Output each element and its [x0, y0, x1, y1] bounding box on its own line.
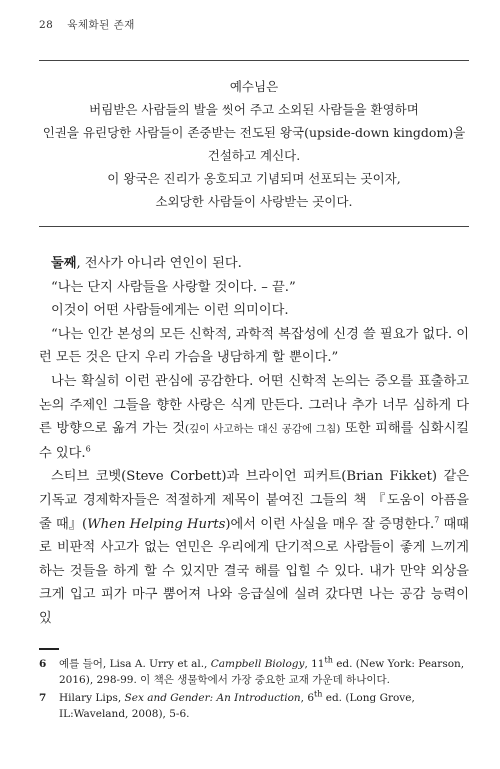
footnote — [39, 656, 469, 688]
pull-quote — [39, 75, 469, 213]
footnote-rule — [39, 648, 59, 650]
parenthetical-note: (깊이 사고하는 대신 공감에 그침) — [185, 423, 341, 436]
quote-line: 인권을 유린당한 사람들이 존중받는 전도된 왕국(upside-down kingdom)을 — [42, 125, 466, 140]
footnote-text: 예를 들어, Lisa A. Urry et al., Campbell Biology, 11th ed. (New York: Pearson, 2016), 298-99. 이 책은 생물학에서 가장 중요한 교재 가운데 하나이다. — [59, 655, 465, 686]
footnote-number: 7 — [39, 692, 47, 704]
quote-bottom-rule — [39, 226, 469, 227]
paragraph: “나는 단지 사람들을 사랑할 것이다. – 끝.” — [51, 279, 296, 295]
footnote-ref[interactable]: 7 — [434, 515, 440, 525]
paragraph: 나는 확실히 이런 관심에 공감한다. 어떤 신학적 논의는 증오를 표출하고 논의 주제인 그들을 향한 사랑은 식게 만든다. 그러나 추가 너무 심하게 다른 방향으로 옮겨 가는 것(깊이 사고하는 대신 공감에 그침) 또한 피해를 심화시킬 수 있다.$^6$ — [39, 373, 469, 461]
paragraph: 둘째, 전사가 아니라 연인이 된다. — [51, 256, 242, 271]
paragraph: 이것이 어떤 사람들에게는 이런 의미이다. — [51, 303, 289, 319]
footnote — [39, 690, 469, 722]
paragraph: “나는 인간 본성의 모든 신학적, 과학적 복잡성에 신경 쓸 필요가 없다. 이런 모든 것은 단지 우리 가슴을 냉담하게 할 뿐이다.” — [39, 326, 469, 366]
footnote-number: 6 — [39, 658, 47, 670]
running-title: 육체화된 존재 — [67, 19, 135, 31]
quote-line: 이 왕국은 진리가 옹호되고 기념되며 선포되는 곳이자, — [107, 171, 401, 186]
footnote-ref[interactable]: 6 — [85, 444, 91, 454]
bold-lead: 둘째 — [51, 256, 77, 271]
quote-line: 건설하고 계신다. — [207, 148, 301, 163]
quote-top-rule — [39, 60, 469, 61]
body-text — [39, 252, 469, 631]
quote-line: 버림받은 사람들의 발을 씻어 주고 소외된 사람들을 환영하며 — [89, 102, 419, 117]
book-title: When Helping Hurts — [87, 516, 226, 532]
quote-line: 예수님은 — [229, 79, 279, 94]
paragraph: 스티브 코벳(Steve Corbett)과 브라이언 피커트(Brian Fikket) 같은 기독교 경제학자들은 적절하게 제목이 붙여진 그들의 책 『도움이 아픔을 줄 때』(When Helping Hurts)에서 이런 사실을 매우 잘 증명한다.$^7$ 때때로 비판적 사고가 없는 연민은 우리에게 단기적으로 사람들이 좋게 느끼게 하는 것들을 하게 할 수 있지만 결국 해를 입힐 수 있다. 내가 만약 외상을 크게 입고 피가 마구 뿜어져 나와 응급실에 실려 갔다면 나는 공감 능력이 있 — [39, 469, 469, 626]
page-number: 28 — [39, 19, 54, 31]
running-header — [39, 17, 135, 32]
quote-line: 소외당한 사람들이 사랑받는 곳이다. — [155, 194, 353, 209]
footnote-text: Hilary Lips, Sex and Gender: An Introduction, 6th ed. (Long Grove, IL:Waveland, 2008), 5-6. — [59, 689, 415, 720]
footnotes — [39, 656, 469, 724]
